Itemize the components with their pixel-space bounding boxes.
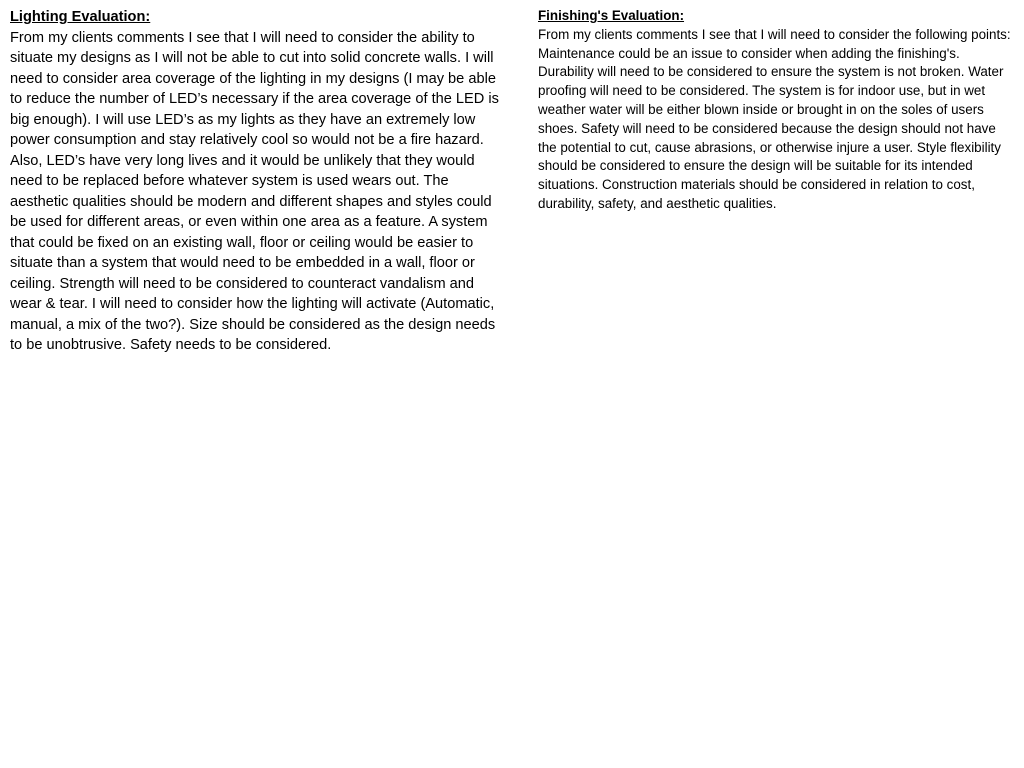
lighting-evaluation-section [10,7,500,356]
finishing-evaluation-section [538,7,1014,214]
lighting-evaluation-body: From my clients comments I see that I will need to consider the ability to situate my designs as I will not be able to cut into solid concrete walls. I will need to consider area coverage of the lighting in my designs (I may be able to reduce the number of LED’s necessary if the area coverage of the LED is big enough). I will use LED’s as my lights as they have an extremely low power consumption and stay relatively cool so would not be a fire hazard. Also, LED’s have very long lives and it would be unlikely that they would need to be replaced before whatever system is used wears out. The aesthetic qualities should be modern and different shapes and styles could be used for different areas, or even within one area as a feature. A system that could be fixed on an existing wall, floor or ceiling would be easier to situate than a system that would need to be embedded in a wall, floor or ceiling. Strength will need to be considered to counteract vandalism and wear & tear. I will need to consider how the lighting will activate (Automatic, manual, a mix of the two?). Size should be considered as the design needs to be unobtrusive. Safety needs to be considered. [10,29,499,353]
finishing-evaluation-body: From my clients comments I see that I will need to consider the following points: Maintenance could be an issue to consider when adding the finishing's. Durability will need to be considered to ensure the system is not broken. Water proofing will need to be considered. The system is for indoor use, but in wet weather water will be either blown inside or brought in on the soles of users shoes. Safety will need to be considered because the design should not have the potential to cut, cause abrasions, or otherwise injure a user. Style flexibility should be considered to ensure the design will be suitable for its intended situations. Construction materials should be considered in relation to cost, durability, safety, and aesthetic qualities. [538,26,1011,211]
finishing-evaluation-title: Finishing's Evaluation: [538,8,685,23]
lighting-evaluation-title: Lighting Evaluation: [10,9,151,25]
